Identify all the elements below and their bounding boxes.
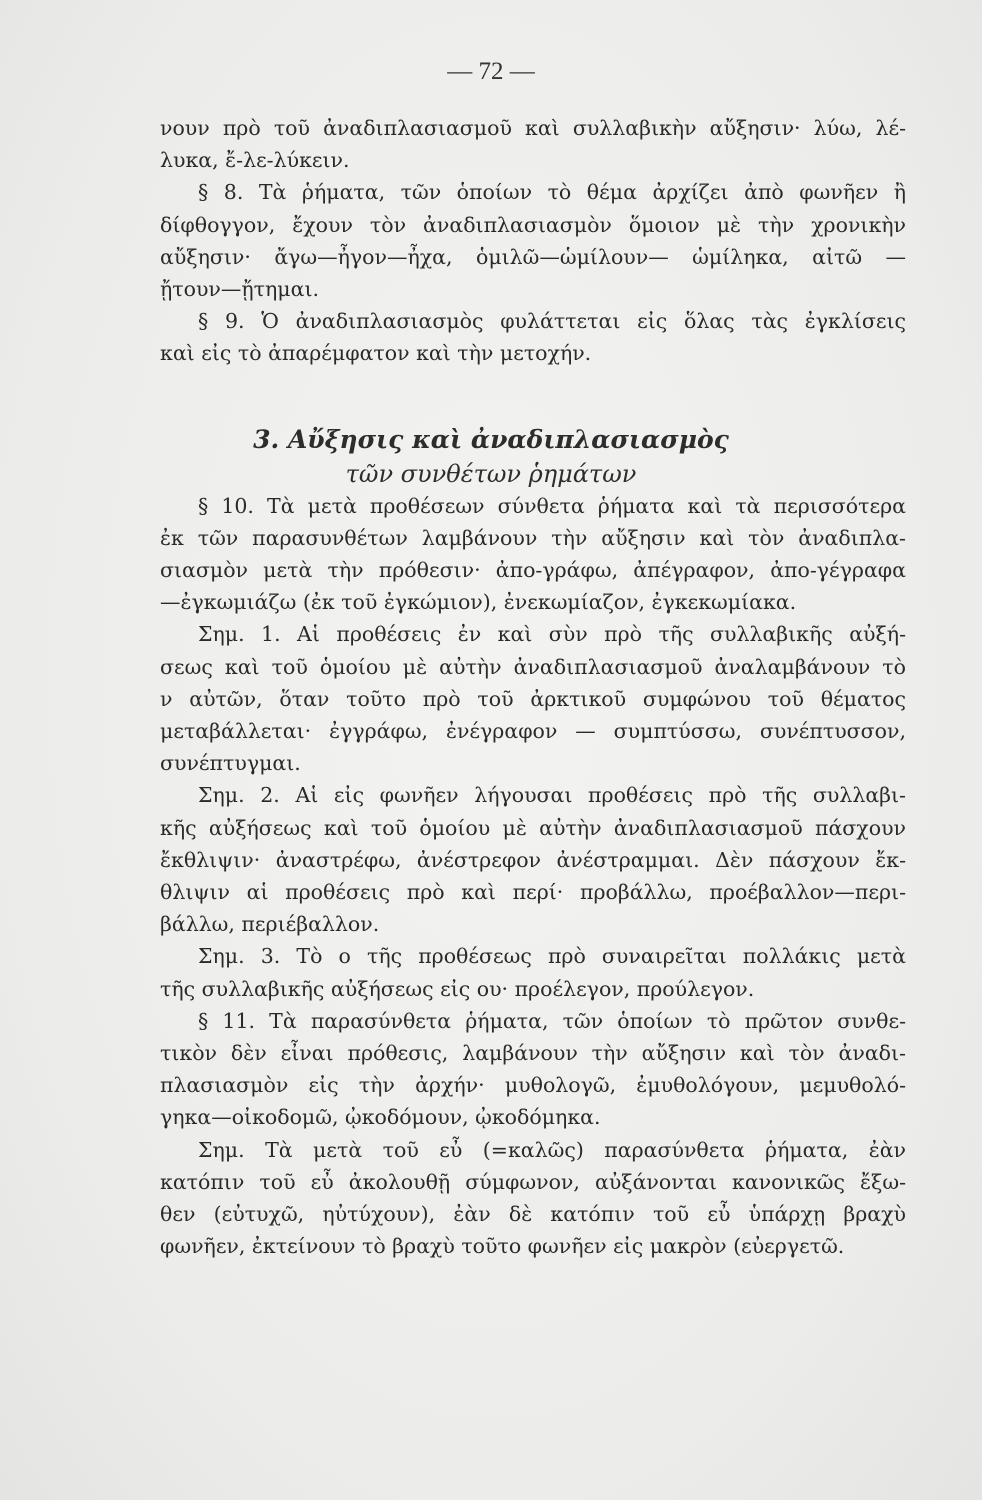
text-line: ᾔτουν—ᾔτημαι.	[160, 277, 320, 302]
text-line: δίφθογγον, ἔχουν τὸν ἀναδιπλασιασμὸν ὅμοιον μὲ τὴν χρονικὴν	[160, 212, 906, 237]
text-line: —ἐγκωμιάζω (ἐκ τοῦ ἐγκώμιον), ἐνεκωμίαζον, ἐγκεκωμίακα.	[160, 590, 797, 615]
text-line: καὶ εἰς τὸ ἀπαρέμφατον καὶ τὴν μετοχήν.	[160, 341, 592, 366]
paragraph-8-line: § 8. Τὰ ῥήματα, τῶν ὁποίων τὸ θέμα ἀρχίζει ἀπὸ φωνῆεν ἢ	[198, 180, 906, 205]
text-line: θεν (εὐτυχῶ, ηὐτύχουν), ἐὰν δὲ κατόπιν τοῦ εὖ ὑπάρχῃ βραχὺ	[160, 1202, 906, 1227]
text-line: αὔξησιν· ἄγω—ἦγον—ἦχα, ὁμιλῶ—ὡμίλουν— ὡμίληκα, αἰτῶ —	[160, 244, 906, 269]
note-2-line: Σημ. 2. Αἱ εἰς φωνῆεν λήγουσαι προθέσεις πρὸ τῆς συλλαβι-	[198, 783, 906, 808]
text-line: τῆς συλλαβικῆς αὐξήσεως εἰς ου· προέλεγον, προύλεγον.	[160, 976, 755, 1001]
text-line: ν αὐτῶν, ὅταν τοῦτο πρὸ τοῦ ἀρκτικοῦ συμφώνου τοῦ θέματος	[160, 686, 906, 711]
text-line: πλασιασμὸν εἰς τὴν ἀρχήν· μυθολογῶ, ἐμυθολόγουν, μεμυθολό-	[160, 1073, 906, 1098]
text-line: μεταβάλλεται· ἐγγράφω, ἐνέγραφον — συμπτύσσω, συνέπτυσσον,	[160, 719, 906, 744]
text-line: τικὸν δὲν εἶναι πρόθεσις, λαμβάνουν τὴν αὔξησιν καὶ τὸν ἀναδι-	[160, 1041, 906, 1066]
text-line: φωνῆεν, ἐκτείνουν τὸ βραχὺ τοῦτο φωνῆεν εἰς μακρὸν (εὐεργετῶ.	[160, 1234, 845, 1259]
text-line: θλιψιν αἱ προθέσεις πρὸ καὶ περί· προβάλλω, προέβαλλον—περι-	[160, 880, 906, 905]
page-number: — 72 —	[447, 58, 535, 85]
text-line: σιασμὸν μετὰ τὴν πρόθεσιν· ἀπο-γράφω, ἀπέγραφον, ἀπο-γέγραφα	[160, 558, 906, 583]
text-line: σεως καὶ τοῦ ὁμοίου μὲ αὐτὴν ἀναδιπλασιασμοῦ ἀναλαμβάνουν τὸ	[160, 654, 906, 679]
text-line: κατόπιν τοῦ εὖ ἀκολουθῇ σύμφωνον, αὐξάνονται κανονικῶς ἔξω-	[160, 1169, 906, 1194]
section-heading: 3. Αὔξησις καὶ ἀναδιπλασιασμὸς	[253, 425, 729, 454]
paragraph-10-line: § 10. Τὰ μετὰ προθέσεων σύνθετα ῥήματα καὶ τὰ περισσότερα	[198, 493, 906, 518]
text-line: ἔκθλιψιν· ἀναστρέφω, ἀνέστρεφον ἀνέστραμμαι. Δὲν πάσχουν ἔκ-	[160, 847, 906, 872]
text-line: βάλλω, περιέβαλλον.	[160, 912, 380, 937]
paragraph-11-line: § 11. Τὰ παρασύνθετα ῥήματα, τῶν ὁποίων τὸ πρῶτον συνθε-	[198, 1008, 906, 1033]
section-subheading: τῶν συνθέτων ῥημάτων	[345, 460, 637, 488]
text-line: γηκα—οἰκοδομῶ, ᾠκοδόμουν, ᾠκοδόμηκα.	[160, 1105, 601, 1130]
text-line: κῆς αὐξήσεως καὶ τοῦ ὁμοίου μὲ αὐτὴν ἀναδιπλασιασμοῦ πάσχουν	[160, 815, 906, 840]
text-line: νουν πρὸ τοῦ ἀναδιπλασιασμοῦ καὶ συλλαβικὴν αὔξησιν· λύω, λέ-	[160, 116, 906, 140]
text-line: λυκα, ἔ-λε-λύκειν.	[160, 148, 350, 173]
note-1-line: Σημ. 1. Αἱ προθέσεις ἐν καὶ σὺν πρὸ τῆς συλλαβικῆς αὐξή-	[198, 622, 906, 647]
text-line: ἐκ τῶν παρασυνθέτων λαμβάνουν τὴν αὔξησιν καὶ τὸν ἀναδιπλα-	[160, 525, 906, 550]
paragraph-9-line: § 9. Ὁ ἀναδιπλασιασμὸς φυλάττεται εἰς ὅλας τὰς ἐγκλίσεις	[198, 309, 906, 334]
body-text	[160, 112, 906, 1263]
text-line: συνέπτυγμαι.	[160, 751, 301, 776]
note-3-line: Σημ. 3. Τὸ ο τῆς προθέσεως πρὸ συναιρεῖται πολλάκις μετὰ	[198, 944, 906, 969]
note-line: Σημ. Τὰ μετὰ τοῦ εὖ (=καλῶς) παρασύνθετα ῥήματα, ἐὰν	[198, 1137, 906, 1162]
